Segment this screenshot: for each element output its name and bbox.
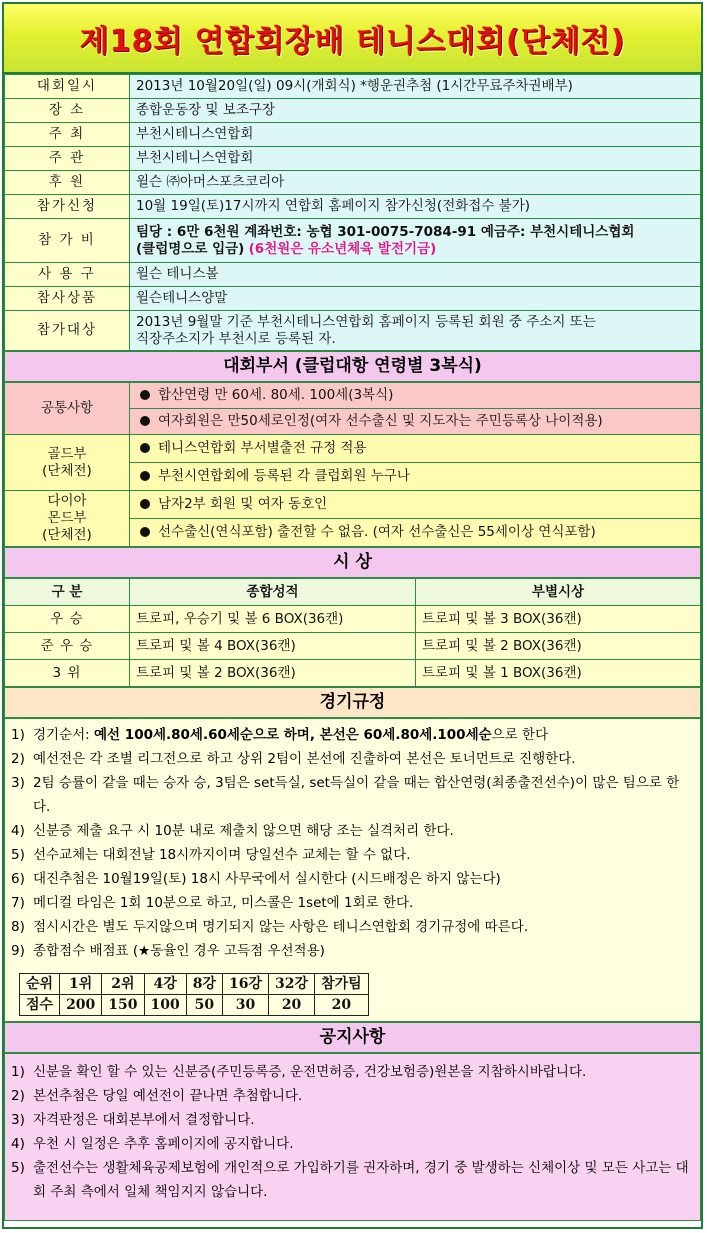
notice-item: 2) 본선추첨은 당일 예선전이 끝나면 추첨합니다.	[11, 1088, 303, 1104]
info-row	[5, 263, 701, 287]
info-key: 참사상품	[5, 287, 130, 311]
info-table	[4, 74, 701, 351]
prize-division: 트로피 및 볼 1 BOX(36캔)	[416, 660, 701, 687]
info-row	[5, 171, 701, 195]
bullet-icon	[140, 499, 150, 509]
info-row	[5, 99, 701, 123]
info-key: 사 용 구	[5, 263, 130, 287]
info-row	[5, 123, 701, 147]
bullet-icon	[140, 527, 150, 537]
prize-overall: 트로피 및 볼 2 BOX(36캔)	[130, 660, 416, 687]
eligibility-line2: 직장주소지가 부천시로 등록된 자.	[136, 330, 336, 347]
eligibility-line1: 2013년 9월말 기준 부천시테니스연합회 홈페이지 등록된 회원 중 주소지 또는	[136, 313, 596, 330]
info-row	[5, 195, 701, 219]
prize-header-row	[5, 579, 701, 606]
score-cell: 20	[269, 995, 315, 1016]
rules-box	[4, 718, 701, 1022]
rule-item: 5) 선수교체는 대회전날 18시까지이며 당일선수 교체는 할 수 없다.	[11, 847, 411, 863]
fee-line2b: (6천원은 유소년체육 발전기금)	[248, 240, 437, 257]
score-cell: 20	[315, 995, 369, 1016]
info-key: 대회일시	[5, 75, 130, 99]
info-row	[5, 75, 701, 99]
prize-division: 트로피 및 볼 3 BOX(36캔)	[416, 606, 701, 633]
poster-title: 제18회 연합회장배 테니스대회(단체전)	[79, 24, 626, 59]
score-cell: 순위	[20, 974, 60, 995]
division-row	[5, 491, 701, 519]
info-value: 10월 19일(토)17시까지 연합회 홈페이지 참가신청(전화접수 불가)	[130, 195, 701, 219]
prize-overall: 트로피 및 볼 4 BOX(36캔)	[130, 633, 416, 660]
division-item: 남자2부 회원 및 여자 동호인	[130, 491, 701, 519]
division-item: 부천시연합회에 등록된 각 클럽회원 누구나	[130, 463, 701, 491]
notice-item: 4) 우천 시 일정은 추후 홈페이지에 공지합니다.	[11, 1136, 294, 1152]
division-item: 테니스연합회 부서별출전 규정 적용	[130, 435, 701, 463]
score-table	[19, 973, 369, 1016]
division-row	[5, 383, 701, 409]
score-cell: 점수	[20, 995, 60, 1016]
prize-header-overall: 종합성적	[130, 579, 416, 606]
info-key: 주 관	[5, 147, 130, 171]
score-cell: 4강	[144, 974, 186, 995]
eligibility-value	[130, 311, 701, 351]
score-cell: 50	[186, 995, 222, 1016]
prize-row	[5, 606, 701, 633]
prize-division: 트로피 및 볼 2 BOX(36캔)	[416, 633, 701, 660]
fee-line1: 팀당 : 6만 6천원 계좌번호: 농협 301-0075-7084-91 예금주: 부천시테니스협회	[136, 223, 635, 240]
eligibility-key: 참가대상	[5, 311, 130, 351]
prize-rank: 우 승	[5, 606, 130, 633]
score-cell: 2위	[102, 974, 144, 995]
fee-value	[130, 219, 701, 263]
score-cell: 200	[60, 995, 102, 1016]
prize-rank: 준 우 승	[5, 633, 130, 660]
info-key: 참가신청	[5, 195, 130, 219]
bullet-icon	[140, 443, 150, 453]
notice-box	[4, 1053, 701, 1221]
notice-item: 3) 자격판정은 대회본부에서 결정합니다.	[11, 1112, 255, 1128]
prize-row	[5, 660, 701, 687]
info-value: 부천시테니스연합회	[130, 147, 701, 171]
bullet-icon	[140, 416, 150, 426]
bullet-icon	[140, 471, 150, 481]
score-cell: 150	[102, 995, 144, 1016]
notice-item: 5) 출전선수는 생활체육공제보험에 개인적으로 가입하기를 권자하며, 경기 중 발생하는 신체이상 및 모든 사고는 대회 주최 측에서 일체 책임지지 않습니다.	[11, 1160, 689, 1200]
prize-row	[5, 633, 701, 660]
score-points-row	[20, 995, 369, 1016]
info-key: 후 원	[5, 171, 130, 195]
rule-item: 2) 예선전은 각 조별 리그전으로 하고 상위 2팀이 본선에 진출하여 본선은 토너먼트로 진행한다.	[11, 751, 576, 767]
score-cell: 16강	[223, 974, 269, 995]
rule-item: 6) 대진추첨은 10월19일(토) 18시 사무국에서 실시한다 (시드배정은 하지 않는다)	[11, 871, 501, 887]
poster-title-banner	[4, 4, 701, 74]
info-value: 2013년 10월20일(일) 09시(개회식) *행운권추첨 (1시간무료주차권배부)	[130, 75, 701, 99]
prize-rank: 3 위	[5, 660, 130, 687]
bullet-icon	[140, 390, 150, 400]
info-row	[5, 147, 701, 171]
score-cell: 100	[144, 995, 186, 1016]
info-value: 종합운동장 및 보조구장	[130, 99, 701, 123]
rules-section-title: 경기규정	[4, 687, 701, 718]
score-rank-row	[20, 974, 369, 995]
division-name: 골드부 (단체전)	[5, 435, 130, 491]
prize-header-rank: 구 분	[5, 579, 130, 606]
score-cell: 참가팀	[315, 974, 369, 995]
score-cell: 32강	[269, 974, 315, 995]
info-key: 주 최	[5, 123, 130, 147]
division-section-title: 대회부서 (클럽대항 연령별 3복식)	[4, 351, 701, 382]
prize-header-division: 부별시상	[416, 579, 701, 606]
info-value: 윌슨 테니스볼	[130, 263, 701, 287]
rule-item: 7) 메디컬 타임은 1회 10분으로 하고, 미스콜은 1set에 1회로 한다.	[11, 895, 414, 911]
tournament-poster	[2, 2, 703, 1229]
rule-item: 3) 2팀 승률이 같을 때는 승자 승, 3팀은 set득실, set득실이 같을 때는 합산연령(최종출전선수)이 많은 팀으로 한다.	[11, 775, 680, 815]
info-value: 부천시테니스연합회	[130, 123, 701, 147]
fee-key: 참 가 비	[5, 219, 130, 263]
rule-item: 1) 경기순서: 예선 100세.80세.60세순으로 하며, 본선은 60세.80세.100세순으로 한다	[11, 727, 549, 743]
division-name: 다이아 몬드부 (단체전)	[5, 491, 130, 547]
division-item: 여자회원은 만50세로인정(여자 선수출신 및 지도자는 주민등록상 나이적용)	[130, 409, 701, 435]
fee-row	[5, 219, 701, 263]
prize-overall: 트로피, 우승기 및 볼 6 BOX(36캔)	[130, 606, 416, 633]
prize-section-title: 시 상	[4, 547, 701, 578]
eligibility-row	[5, 311, 701, 351]
score-cell: 30	[223, 995, 269, 1016]
rule-item: 9) 종합점수 배점표 (★동율인 경우 고득점 우선적용)	[11, 943, 325, 959]
rule-item: 4) 신분증 제출 요구 시 10분 내로 제출치 않으면 해당 조는 실격처리 한다.	[11, 823, 454, 839]
prize-table	[4, 578, 701, 687]
score-cell: 1위	[60, 974, 102, 995]
info-value: 윌슨테니스양말	[130, 287, 701, 311]
notice-section-title: 공지사항	[4, 1022, 701, 1053]
fee-line2a: (클럽명으로 입금)	[136, 240, 245, 257]
rule-item: 8) 점시시간은 별도 두지않으며 명기되지 않는 사항은 테니스연합회 경기규정에 따른다.	[11, 919, 529, 935]
score-cell: 8강	[186, 974, 222, 995]
division-item: 선수출신(연식포함) 출전할 수 없음. (여자 선수출신은 55세이상 연식포함)	[130, 519, 701, 547]
division-row	[5, 435, 701, 463]
info-value: 윌슨 ㈜아머스포츠코리아	[130, 171, 701, 195]
division-table	[4, 382, 701, 547]
division-name: 공통사항	[5, 383, 130, 435]
division-item: 합산연령 만 60세. 80세. 100세(3복식)	[130, 383, 701, 409]
info-row	[5, 287, 701, 311]
info-key: 장 소	[5, 99, 130, 123]
notice-item: 1) 신분을 확인 할 수 있는 신분증(주민등록증, 운전면허증, 건강보험증)원본을 지참하시바랍니다.	[11, 1064, 587, 1080]
